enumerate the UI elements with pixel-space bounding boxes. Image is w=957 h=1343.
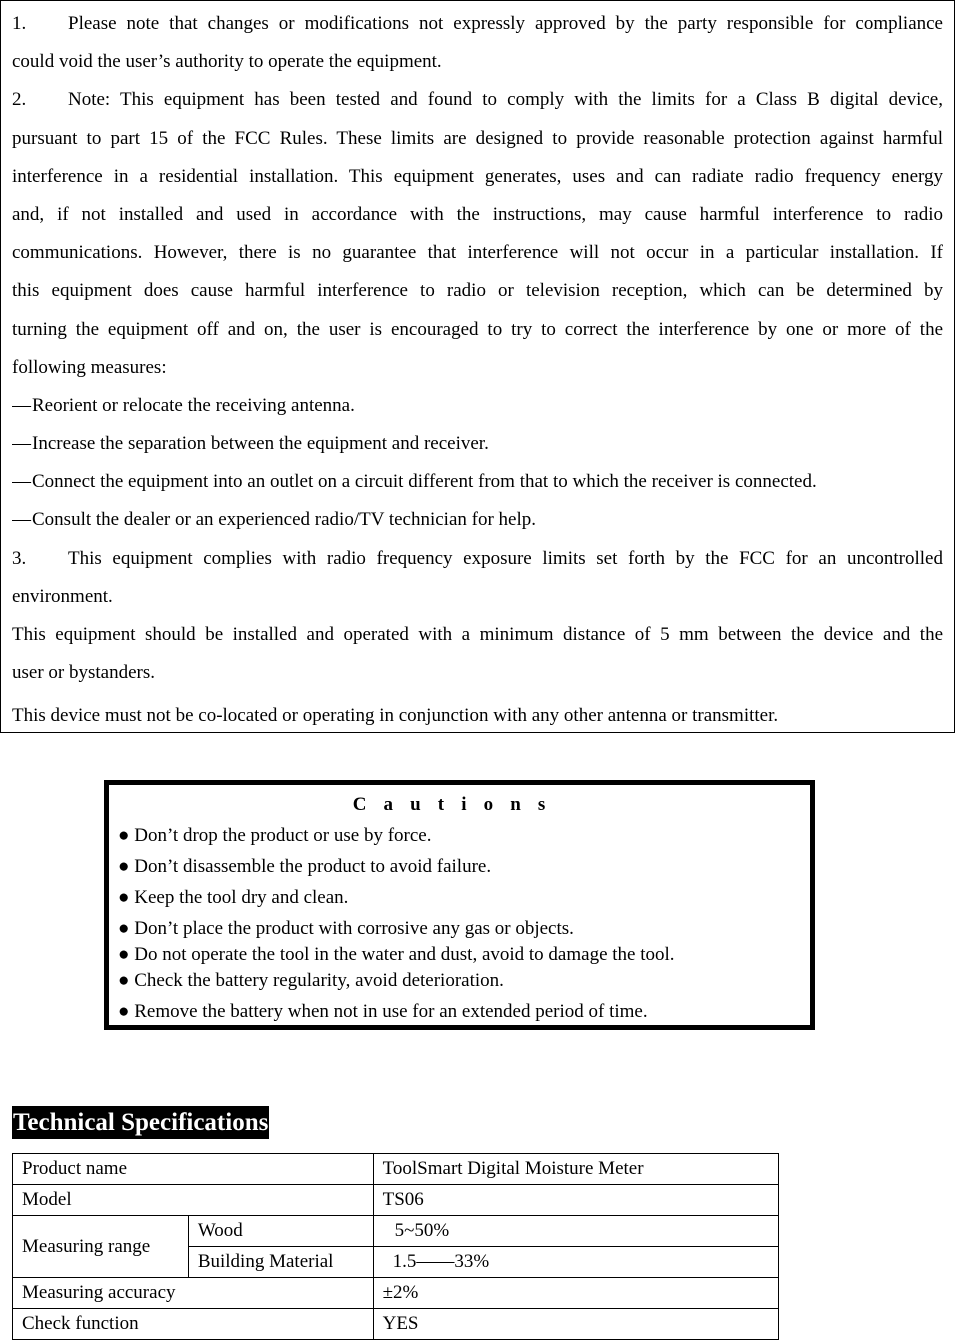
building-material-value: 1.5——33%	[373, 1247, 778, 1278]
item-number: 1.	[12, 13, 27, 34]
measuring-range-label: Measuring range	[13, 1216, 189, 1278]
fcc-paragraph-3-line-1	[12, 540, 943, 578]
caution-item: ● Do not operate the tool in the water and dust, avoid to damage the tool.	[118, 944, 675, 965]
caution-item: ● Check the battery regularity, avoid deterioration.	[118, 970, 504, 991]
dash-mark: —	[12, 471, 31, 493]
measure-item	[12, 387, 943, 425]
model-label: Model	[13, 1185, 374, 1216]
specifications-table	[12, 1153, 779, 1340]
fcc-paragraph-1-line-1	[12, 5, 943, 43]
check-function-value: YES	[373, 1309, 778, 1340]
technical-specifications-heading: Technical Specifications	[12, 1106, 269, 1139]
building-material-label: Building Material	[188, 1247, 373, 1278]
wood-value: 5~50%	[373, 1216, 778, 1247]
fcc-paragraph-1-line-2: could void the user’s authority to operate the equipment.	[12, 51, 442, 73]
fcc-paragraph-2-line-6: this equipment does cause harmful interference to radio or television reception, which can be determined by	[12, 280, 943, 302]
measure-text: Reorient or relocate the receiving antenna.	[32, 394, 355, 416]
measure-text: Consult the dealer or an experienced radio/TV technician for help.	[32, 509, 537, 531]
fcc-paragraph-2-line-1	[12, 81, 943, 119]
measure-text: Connect the equipment into an outlet on a circuit different from that to which the receiver is connected.	[32, 471, 817, 493]
fcc-paragraph-2-line-3: interference in a residential installation. This equipment generates, uses and can radiate radio frequency energy	[12, 165, 943, 187]
dash-mark: —	[12, 509, 31, 531]
table-row	[13, 1185, 779, 1216]
fcc-text: This equipment complies with radio frequency exposure limits set forth by the FCC for an uncontrolled	[68, 547, 943, 569]
measure-item	[12, 501, 943, 539]
fcc-paragraph-2-line-7: turning the equipment off and on, the user is encouraged to try to correct the interference by one or more of the	[12, 318, 943, 340]
caution-item: ● Don’t disassemble the product to avoid failure.	[118, 856, 492, 877]
dash-mark: —	[12, 394, 31, 416]
model-value: TS06	[373, 1185, 778, 1216]
dash-mark: —	[12, 433, 31, 455]
cautions-title: Cautions	[352, 794, 563, 815]
wood-label: Wood	[188, 1216, 373, 1247]
table-row	[13, 1309, 779, 1340]
caution-item: ● Keep the tool dry and clean.	[118, 887, 349, 908]
measure-item	[12, 463, 943, 501]
measure-text: Increase the separation between the equipment and receiver.	[32, 433, 489, 455]
caution-item: ● Remove the battery when not in use for an extended period of time.	[118, 1001, 648, 1022]
table-row	[13, 1216, 779, 1247]
fcc-text: Note: This equipment has been tested and found to comply with the limits for a Class B digital device,	[68, 89, 943, 111]
caution-item: ● Don’t place the product with corrosive any gas or objects.	[118, 918, 574, 939]
fcc-paragraph-4-line-2: user or bystanders.	[12, 662, 155, 684]
product-name-value: ToolSmart Digital Moisture Meter	[373, 1154, 778, 1185]
fcc-paragraph-5: This device must not be co-located or operating in conjunction with any other antenna or transmitter.	[12, 705, 779, 727]
fcc-text: Please note that changes or modifications not expressly approved by the party responsible for compliance	[68, 13, 943, 34]
fcc-paragraph-2-line-4: and, if not installed and used in accordance with the instructions, may cause harmful interference to radio	[12, 203, 943, 225]
item-number: 3.	[12, 547, 27, 569]
product-name-label: Product name	[13, 1154, 374, 1185]
fcc-paragraph-3-line-2: environment.	[12, 585, 113, 607]
check-function-label: Check function	[13, 1309, 374, 1340]
caution-item: ● Don’t drop the product or use by force.	[118, 825, 432, 846]
table-row	[13, 1278, 779, 1309]
table-row	[13, 1154, 779, 1185]
item-number: 2.	[12, 89, 27, 111]
measuring-accuracy-label: Measuring accuracy	[13, 1278, 374, 1309]
fcc-paragraph-4-line-1: This equipment should be installed and operated with a minimum distance of 5 mm between the device and the	[12, 624, 943, 645]
cautions-box	[104, 780, 815, 1030]
fcc-paragraph-2-line-8: following measures:	[12, 356, 167, 378]
fcc-paragraph-2-line-5: communications. However, there is no guarantee that interference will not occur in a particular installation. If	[12, 242, 943, 264]
fcc-paragraph-2-line-2: pursuant to part 15 of the FCC Rules. These limits are designed to provide reasonable protection against harmful	[12, 127, 943, 149]
measuring-accuracy-value: ±2%	[373, 1278, 778, 1309]
measure-item	[12, 425, 943, 463]
